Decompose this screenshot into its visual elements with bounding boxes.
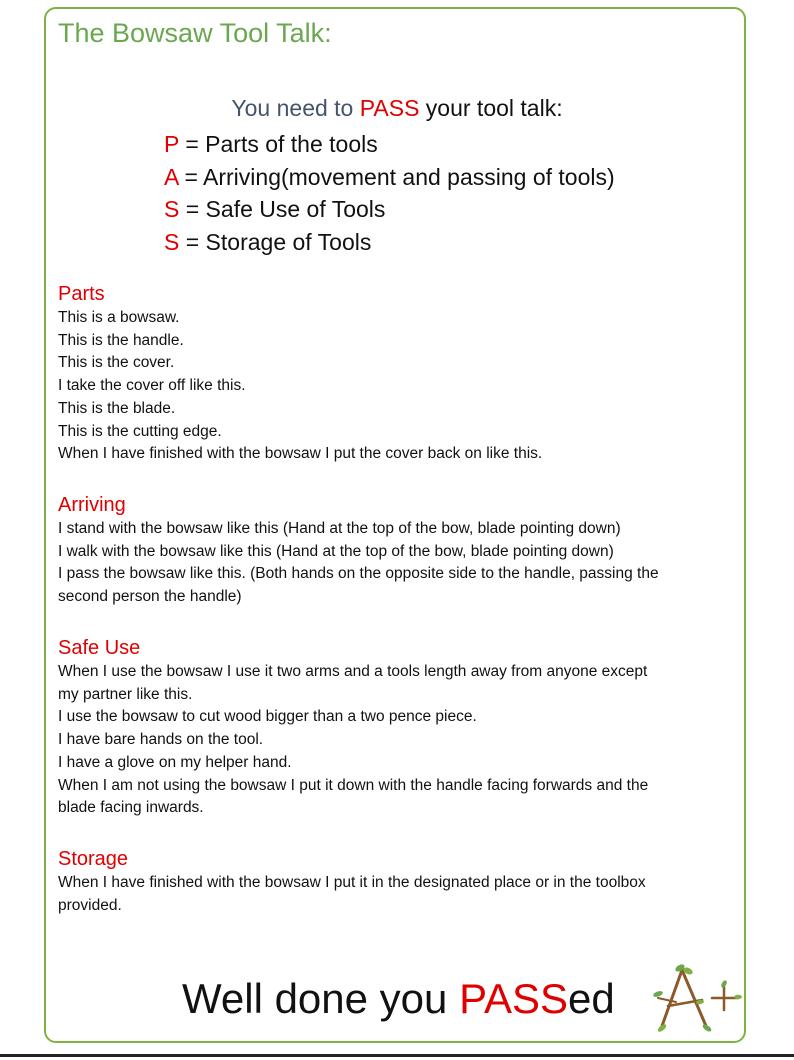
section-line: When I have finished with the bowsaw I put it in the designated place or in the toolbox <box>58 874 646 891</box>
section-line: I take the cover off like this. <box>58 377 246 395</box>
section-line: When I am not using the bowsaw I put it down with the handle facing forwards and the <box>58 776 649 794</box>
pass-item-text: = Storage of Tools <box>179 228 372 255</box>
section-line: provided. <box>58 896 122 914</box>
section-line: This is the handle. <box>58 331 184 349</box>
pass-intro-highlight: PASS <box>359 95 420 121</box>
section-line: my partner like this. <box>58 685 193 703</box>
pass-item <box>164 161 615 194</box>
page-title: The Bowsaw Tool Talk: <box>58 18 332 48</box>
pass-item-text: = Parts of the tools <box>178 131 378 157</box>
section-parts <box>58 281 738 466</box>
section-line: This is a bowsaw. <box>58 309 180 326</box>
section-safe-use <box>58 635 738 820</box>
a-plus-twig-icon <box>644 962 744 1034</box>
section-line: This is the cutting edge. <box>58 422 222 440</box>
pass-item-text: = Safe Use of Tools <box>179 196 386 222</box>
pass-intro-before: You need to <box>231 95 360 121</box>
pass-item-letter: A <box>164 163 179 190</box>
bottom-rule <box>0 1054 794 1057</box>
section-line: I have bare hands on the tool. <box>58 731 264 749</box>
section-line: I walk with the bowsaw like this (Hand at the top of the bow, blade pointing down) <box>58 542 614 560</box>
pass-item-letter: S <box>164 196 180 222</box>
well-done-message <box>182 975 615 1023</box>
section-heading: Parts <box>58 283 105 305</box>
section-storage <box>58 846 738 917</box>
section-arriving <box>58 492 738 609</box>
section-line: When I use the bowsaw I use it two arms and a tools length away from anyone except <box>58 663 648 680</box>
section-line: I have a glove on my helper hand. <box>58 753 292 771</box>
footer-highlight: PASS <box>459 975 568 1022</box>
section-line: blade facing inwards. <box>58 799 204 817</box>
section-line: When I have finished with the bowsaw I put the cover back on like this. <box>58 445 543 463</box>
section-line: I pass the bowsaw like this. (Both hands on the opposite side to the handle, passing the <box>58 565 659 583</box>
pass-item <box>164 128 615 161</box>
pass-intro-after: your tool talk: <box>419 95 563 121</box>
pass-intro <box>0 95 794 122</box>
footer-before: Well done you <box>182 975 460 1022</box>
section-heading: Safe Use <box>58 637 141 659</box>
footer-after: ed <box>568 975 615 1022</box>
section-line: second person the handle) <box>58 588 242 606</box>
pass-item-text: = Arriving(movement and passing of tools) <box>178 163 615 190</box>
section-line: I stand with the bowsaw like this (Hand at the top of the bow, blade pointing down) <box>58 520 621 537</box>
section-heading: Storage <box>58 848 129 870</box>
pass-item <box>164 226 615 259</box>
pass-item-letter: P <box>164 131 179 157</box>
section-line: This is the blade. <box>58 399 176 417</box>
section-line: This is the cover. <box>58 354 175 372</box>
section-line: I use the bowsaw to cut wood bigger than a two pence piece. <box>58 708 477 726</box>
pass-list <box>164 128 615 258</box>
pass-item-letter: S <box>164 228 180 255</box>
pass-item <box>164 193 615 226</box>
section-heading: Arriving <box>58 494 126 516</box>
